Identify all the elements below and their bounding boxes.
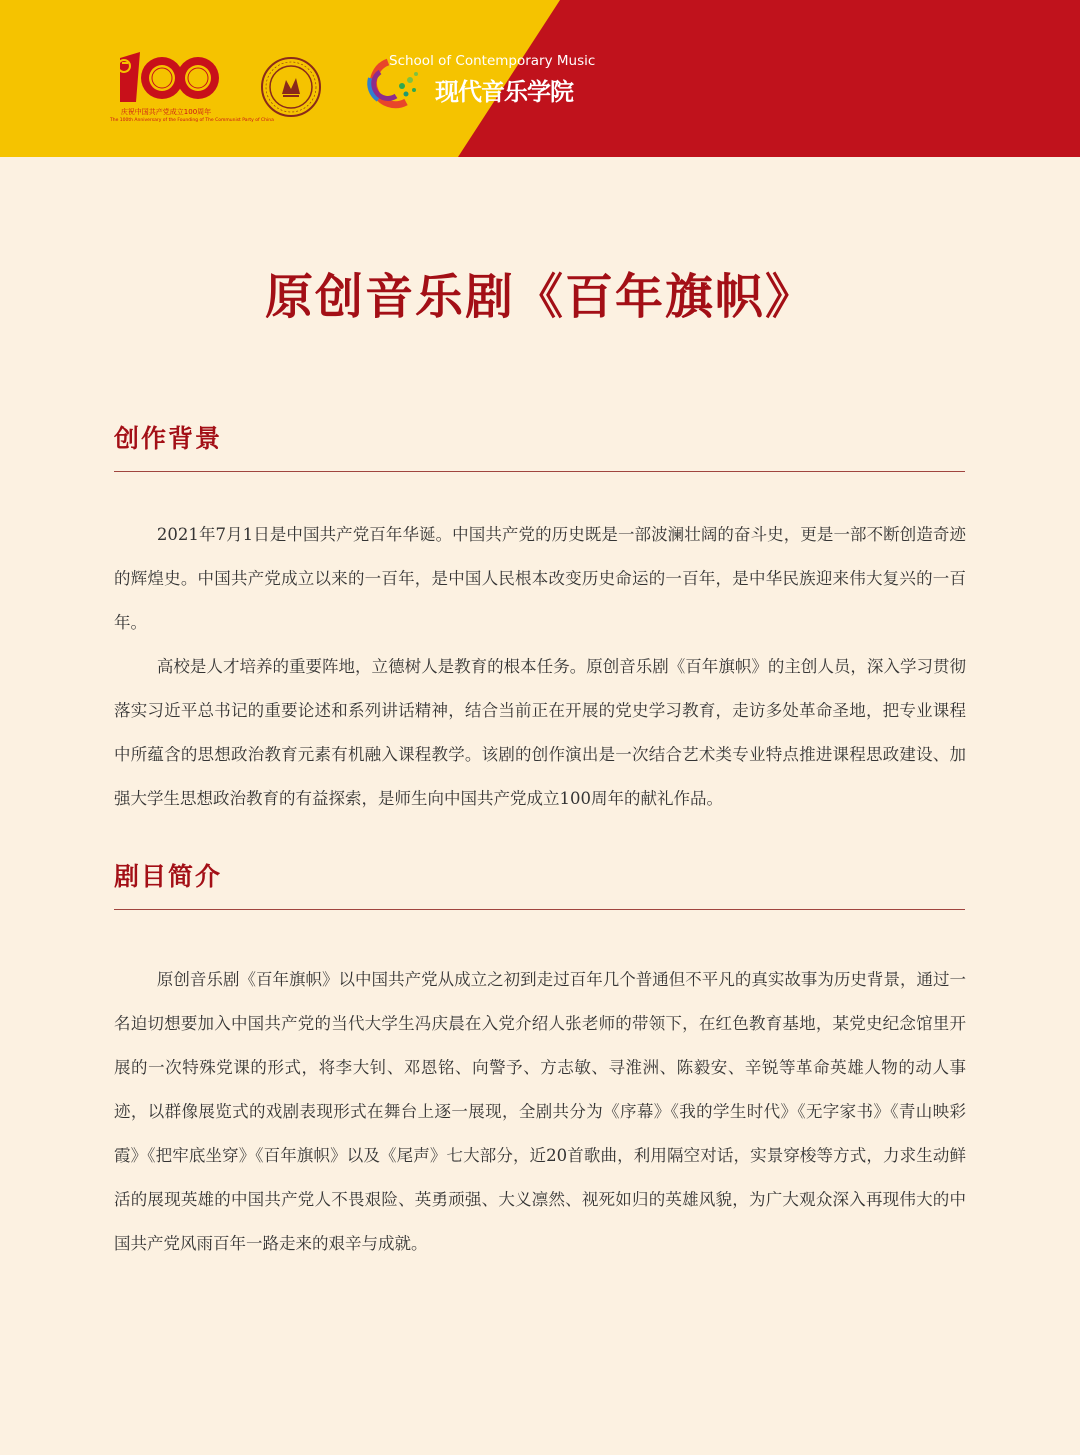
centenary-100-logo [110,50,274,136]
background-paragraph-2: 高校是人才培养的重要阵地，立德树人是教育的根本任务。原创音乐剧《百年旗帜》的主创人员，深入学习贯彻落实习近平总书记的重要论述和系列讲话精神，结合当前正在开展的党史学习教育，走访多处革命圣地，把专业课程中所蕴含的思想政治教育元素有机融入课程教学。该剧的创作演出是一次结合艺术类专业特点推进课程思政建设、加强大学生思想政治教育的有益探索，是师生向中国共产党成立100周年的献礼作品。 [114,657,966,808]
centenary-100-icon [110,50,222,108]
section-divider [114,909,965,910]
section-divider [114,471,965,472]
section-heading-synopsis: 剧目简介 [114,862,223,891]
section-heading-background: 创作背景 [114,424,223,453]
synopsis-paragraph-1: 原创音乐剧《百年旗帜》以中国共产党从成立之初到走过百年几个普通但不平凡的真实故事为历史背景，通过一名迫切想要加入中国共产党的当代大学生冯庆晨在入党介绍人张老师的带领下，在红色教育基地，某党史纪念馆里开展的一次特殊党课的形式，将李大钊、邓恩铭、向警予、方志敏、寻淮洲、陈毅安、辛锐等革命英雄人物的动人事迹，以群像展览式的戏剧表现形式在舞台上逐一展现，全剧共分为《序幕》《我的学生时代》《无字家书》《青山映彩霞》《把牢底坐穿》《百年旗帜》以及《尾声》七大部分，近20首歌曲，利用隔空对话，实景穿梭等方式，力求生动鲜活的展现英雄的中国共产党人不畏艰险、英勇顽强、大义凛然、视死如归的英雄风貌，为广大观众深入再现伟大的中国共产党风雨百年一路走来的艰辛与成就。 [114,970,966,1253]
school-name-en: School of Contemporary Music [389,53,596,69]
page-title: 原创音乐剧《百年旗帜》 [264,269,815,325]
university-seal-icon [260,56,322,118]
background-paragraph-1: 2021年7月1日是中国共产党百年华诞。中国共产党的历史既是一部波澜壮阔的奋斗史，更是一部不断创造奇迹的辉煌史。中国共产党成立以来的一百年，是中国人民根本改变历史命运的一百年，是中华民族迎来伟大复兴的一百年。 [114,525,966,632]
school-name-cn: 现代音乐学院 [435,78,573,106]
centenary-caption-en: The 100th Anniversary of the Founding of The Communist Party of China [110,118,274,123]
school-logo [358,50,598,120]
centenary-caption-cn: 庆祝中国共产党成立100周年 [120,108,212,116]
header-banner [0,0,1080,157]
